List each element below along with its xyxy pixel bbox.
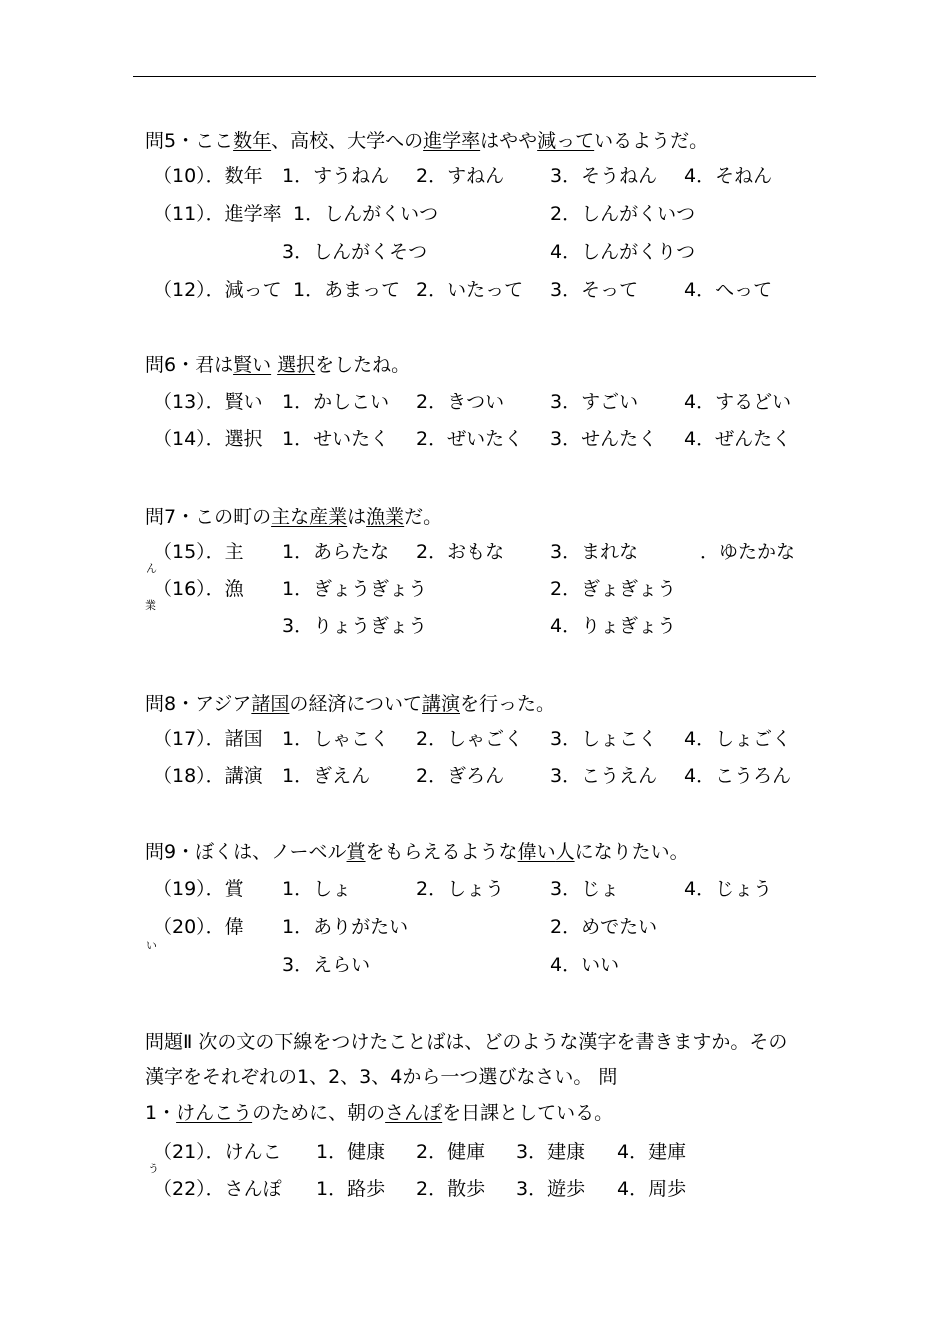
option-2[interactable]: 2．健庫 (416, 1141, 486, 1163)
question-7-prompt (145, 505, 442, 529)
item-number: （11）．進学率 (153, 203, 282, 225)
option-3[interactable]: 3．すごい (550, 391, 639, 413)
option-4[interactable]: 4．へって (684, 279, 773, 301)
option-4[interactable]: 4．するどい (684, 391, 792, 413)
option-3[interactable]: 3．りょうぎょう (282, 615, 428, 637)
option-2[interactable]: 2．ぜいたく (416, 428, 524, 450)
stray-mark: 業 (145, 599, 156, 612)
option-1[interactable]: 1．健康 (316, 1141, 386, 1163)
prompt-text: 問9・ぼくは、ノーベル (145, 841, 347, 863)
section-2-instruction: 問題Ⅱ 次の文の下線をつけたことばは、どのような漢字を書きますか。その (145, 1031, 788, 1053)
question-9-prompt (145, 840, 689, 864)
option-3[interactable]: 3．しょこく (550, 728, 658, 750)
section-2-instruction: 漢字をそれぞれの1、2、3、4から一つ選びなさい。 問 (145, 1066, 618, 1088)
underlined-term: 進学率 (423, 130, 481, 152)
option-1[interactable]: 1．ぎえん (282, 765, 371, 787)
prompt-text: の経済について (289, 693, 422, 715)
stray-mark: ん (146, 562, 157, 575)
prompt-text: 問8・アジア (145, 693, 252, 715)
option-2[interactable]: 2．しょう (416, 878, 505, 900)
prompt-text: を行った。 (460, 693, 556, 715)
option-3[interactable]: 3．そって (550, 279, 639, 301)
option-1[interactable]: 1．あまって (293, 279, 401, 301)
question-6-prompt (145, 353, 410, 377)
option-2[interactable]: 2．しんがくいつ (550, 203, 696, 225)
prompt-text: 問7・この町の (145, 506, 272, 528)
option-3[interactable]: 3．えらい (282, 954, 371, 976)
option-1[interactable]: 1．ぎょうぎょう (282, 578, 428, 600)
section-2-question-1-prompt (145, 1101, 613, 1125)
option-1[interactable]: 1．しんがくいつ (293, 203, 439, 225)
option-3[interactable]: 3．じょ (550, 878, 620, 900)
item-number: （13）．賢い (153, 391, 263, 413)
underlined-term: 講演 (421, 693, 460, 715)
option-1[interactable]: 1．ありがたい (282, 916, 409, 938)
option-1[interactable]: 1．しゃこく (282, 728, 390, 750)
item-number: （17）．諸国 (153, 728, 263, 750)
option-1[interactable]: 1．かしこい (282, 391, 390, 413)
option-4[interactable]: 4．建庫 (617, 1141, 687, 1163)
underlined-term: 賢い (233, 354, 272, 376)
underlined-term: 漁業 (366, 506, 405, 528)
prompt-text: はやや (480, 130, 538, 152)
prompt-text: を日課としている。 (442, 1102, 614, 1124)
item-number: （20）．偉 (153, 916, 244, 938)
option-2[interactable]: 2．いたって (416, 279, 524, 301)
option-3[interactable]: 3．遊歩 (516, 1178, 586, 1200)
underlined-term: 偉い (517, 841, 556, 863)
option-1[interactable]: 1．すうねん (282, 165, 390, 187)
underlined-term: 諸国 (251, 693, 290, 715)
option-3[interactable]: 3．建康 (516, 1141, 586, 1163)
item-number: （22）．さんぽ (153, 1178, 282, 1200)
item-number: （14）．選択 (153, 428, 263, 450)
stray-mark: い (146, 939, 157, 952)
option-1[interactable]: 1．しょ (282, 878, 352, 900)
header-rule (133, 76, 816, 77)
option-3[interactable]: 3．まれな (550, 541, 639, 563)
question-5-prompt (145, 129, 708, 153)
prompt-text: 問6・君は (145, 354, 234, 376)
option-4[interactable]: ．ゆたかな (700, 541, 796, 563)
prompt-text: になりたい。 (574, 841, 689, 863)
stray-mark: う (148, 1162, 159, 1175)
prompt-text: いるようだ。 (594, 130, 709, 152)
underlined-term: 主な (271, 506, 310, 528)
item-number: （15）．主 (153, 541, 244, 563)
prompt-text: のために、朝の (252, 1102, 386, 1124)
option-3[interactable]: 3．そうねん (550, 165, 658, 187)
underlined-term: けんこう (176, 1102, 253, 1124)
option-4[interactable]: 4．ぜんたく (684, 428, 792, 450)
question-8-prompt (145, 692, 555, 716)
option-4[interactable]: 4．周歩 (617, 1178, 687, 1200)
item-number: （10）．数年 (153, 165, 263, 187)
option-2[interactable]: 2．きつい (416, 391, 505, 413)
option-2[interactable]: 2．おもな (416, 541, 505, 563)
item-number: （19）．賞 (153, 878, 244, 900)
option-4[interactable]: 4．りょぎょう (550, 615, 677, 637)
underlined-term: 減って (537, 130, 595, 152)
underlined-term: 産業 (309, 506, 348, 528)
prompt-text: をもらえるような (365, 841, 518, 863)
option-3[interactable]: 3．しんがくそつ (282, 241, 428, 263)
option-4[interactable]: 4．いい (550, 954, 620, 976)
option-1[interactable]: 1．あらたな (282, 541, 390, 563)
option-2[interactable]: 2．ぎろん (416, 765, 505, 787)
option-4[interactable]: 4．しょごく (684, 728, 792, 750)
underlined-term: 選択 (277, 354, 316, 376)
prompt-text: 1・ (145, 1102, 177, 1124)
option-3[interactable]: 3．せんたく (550, 428, 658, 450)
prompt-text: をしたね。 (315, 354, 411, 376)
prompt-text: だ。 (404, 506, 443, 528)
option-4[interactable]: 4．そねん (684, 165, 773, 187)
prompt-text: は (347, 506, 367, 528)
item-number: （16）．漁 (153, 578, 244, 600)
prompt-text: 、高校、大学への (271, 130, 424, 152)
item-number: （12）．減って (153, 279, 282, 301)
underlined-term: 人 (555, 841, 575, 863)
option-4[interactable]: 4．じょう (684, 878, 773, 900)
item-number: （21）．けんこ (153, 1141, 282, 1163)
item-number: （18）．講演 (153, 765, 263, 787)
prompt-text: 問5・ここ (145, 130, 234, 152)
option-1[interactable]: 1．路歩 (316, 1178, 386, 1200)
option-2[interactable]: 2．しゃごく (416, 728, 524, 750)
option-1[interactable]: 1．せいたく (282, 428, 390, 450)
option-2[interactable]: 2．ぎょぎょう (550, 578, 677, 600)
option-4[interactable]: 4．こうろん (684, 765, 792, 787)
option-3[interactable]: 3．こうえん (550, 765, 658, 787)
underlined-term: 数年 (233, 130, 272, 152)
option-2[interactable]: 2．散歩 (416, 1178, 486, 1200)
option-4[interactable]: 4．しんがくりつ (550, 241, 696, 263)
underlined-term: さんぽ (385, 1102, 443, 1124)
underlined-term: 賞 (346, 841, 366, 863)
option-2[interactable]: 2．めでたい (550, 916, 658, 938)
option-2[interactable]: 2．すねん (416, 165, 505, 187)
